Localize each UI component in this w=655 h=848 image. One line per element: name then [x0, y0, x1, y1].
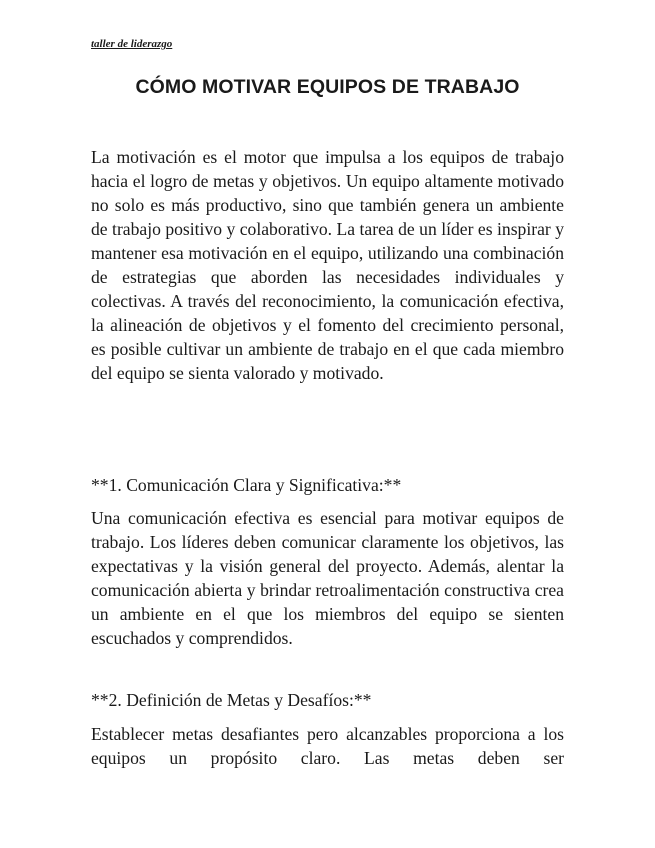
section-body-goals: Establecer metas desafiantes pero alcanzables proporciona a los equipos un propósito claro. Las metas deben ser	[91, 724, 564, 768]
section-heading-goals: **2. Definición de Metas y Desafíos:**	[91, 690, 372, 710]
section-body-communication: Una comunicación efectiva es esencial para motivar equipos de trabajo. Los líderes deben comunicar claramente los objetivos, las expectativas y la visión general del proyecto. Además, alentar la comunicación abierta y brindar retroalimentación constructiva crea un ambiente en el que los miembros del equipo se sienten escuchados y comprendidos.	[91, 508, 564, 648]
header-label: taller de liderazgo	[91, 38, 173, 50]
intro-paragraph: La motivación es el motor que impulsa a los equipos de trabajo hacia el logro de metas y objetivos. Un equipo altamente motivado no solo es más productivo, sino que también genera un ambiente de trabajo positivo y colaborativo. La tarea de un líder es inspirar y mantener esa motivación en el equipo, utilizando una combinación de estrategias que aborden las necesidades individuales y colectivas. A través del reconocimiento, la comunicación efectiva, la alineación de objetivos y el fomento del crecimiento personal, es posible cultivar un ambiente de trabajo en el que cada miembro del equipo se sienta valorado y motivado.	[91, 147, 564, 383]
section-heading-communication: **1. Comunicación Clara y Significativa:**	[91, 475, 402, 495]
document-title: CÓMO MOTIVAR EQUIPOS DE TRABAJO	[135, 76, 520, 98]
